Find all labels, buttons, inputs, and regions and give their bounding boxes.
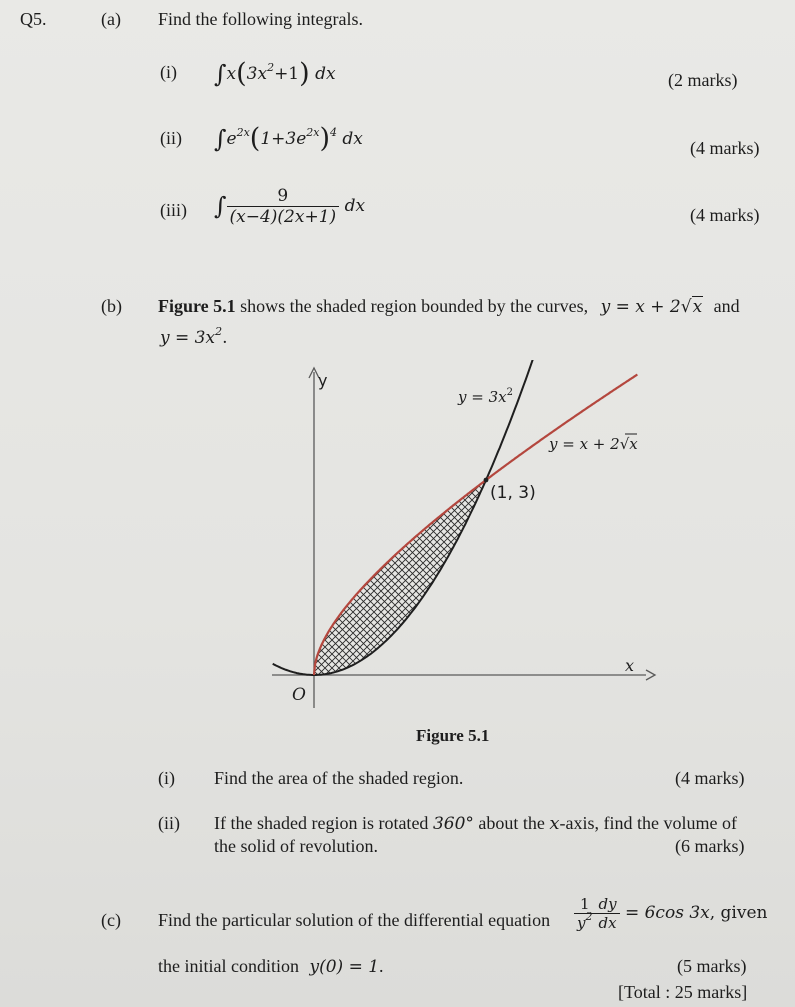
curve2-equation: $y = 3x^2$. xyxy=(160,325,228,348)
part-b-i-text: Find the area of the shaded region. xyxy=(214,768,464,788)
initial-condition: y(0) = 1 xyxy=(309,957,380,977)
parabola-curve xyxy=(273,360,541,675)
part-b-ii-line1: If the shaded region is rotated 360° about the x-axis, find the volume of xyxy=(214,813,737,834)
differential-equation: $\frac{1}{y^2}$ $\frac{dy}{dx}$ = 6cos 3x, given xyxy=(574,895,767,932)
part-c-marks: (5 marks) xyxy=(677,956,747,976)
integral-a-i: $\int x(3x^2+1)$ dx xyxy=(214,58,336,89)
part-a-iii-label: (iii) xyxy=(160,200,187,220)
rotation-angle: 360° xyxy=(432,814,474,834)
part-a-instruction: Find the following integrals. xyxy=(158,9,363,29)
origin-label: O xyxy=(292,685,306,705)
intersection-point xyxy=(484,478,489,483)
integrand-factor: x xyxy=(226,64,237,84)
question-number: Q5. xyxy=(20,9,47,29)
part-b-intro: Figure 5.1 shows the shaded region bounded by the curves, y = x + 2√x and xyxy=(158,296,740,317)
total-marks: [Total : 25 marks] xyxy=(618,982,748,1002)
part-b-label: (b) xyxy=(101,296,122,316)
line-label: y = x + 2√x xyxy=(549,435,638,453)
part-b-ii-label: (ii) xyxy=(158,813,180,833)
curve1-equation: y = x + 2√x xyxy=(600,297,703,317)
part-a-ii-marks: (4 marks) xyxy=(690,138,760,158)
part-b-i-marks: (4 marks) xyxy=(675,768,745,788)
intersection-label: (1, 3) xyxy=(490,483,536,503)
figure-ref: Figure 5.1 xyxy=(158,296,236,316)
part-b-ii-marks: (6 marks) xyxy=(675,836,745,856)
figure-5-1-graph xyxy=(262,360,662,712)
figure-caption: Figure 5.1 xyxy=(416,726,490,745)
y-axis-label: y xyxy=(318,371,328,390)
shaded-region xyxy=(314,480,486,675)
parabola-label: $y = 3x^2$ xyxy=(458,387,513,406)
integral-a-ii: $\int e^{2x}(1+3e^{2x})^4$ dx xyxy=(214,123,363,154)
integral-a-iii: ∫ $\frac{9}{(x-4)(2x+1)}$ dx xyxy=(214,186,366,227)
part-b-i-label: (i) xyxy=(158,768,175,788)
part-b-ii-line2: the solid of revolution. xyxy=(214,836,378,856)
part-c-label: (c) xyxy=(101,910,121,930)
part-a-i-label: (i) xyxy=(160,62,177,82)
x-axis-label: x xyxy=(625,656,635,675)
part-a-i-marks: (2 marks) xyxy=(668,70,738,90)
part-a-ii-label: (ii) xyxy=(160,128,182,148)
part-a-label: (a) xyxy=(101,9,121,29)
part-c-line1: Find the particular solution of the differential equation xyxy=(158,910,551,930)
part-a-iii-marks: (4 marks) xyxy=(690,205,760,225)
part-c-line2: the initial condition y(0) = 1. xyxy=(158,956,384,977)
